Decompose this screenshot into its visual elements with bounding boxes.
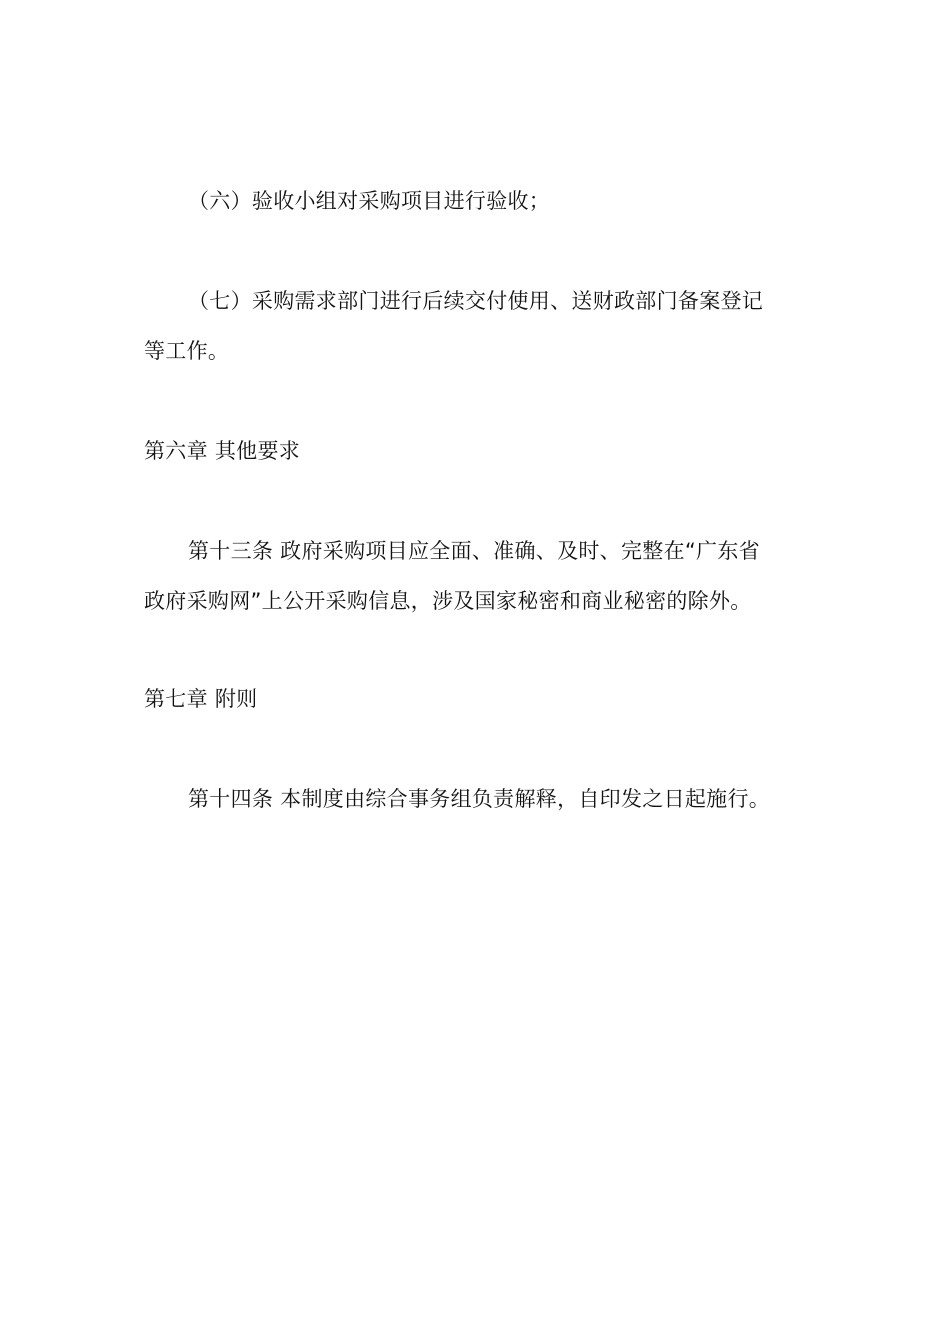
list-item-7-line-2: 等工作。 (144, 339, 230, 363)
list-item-6: （六）验收小组对采购项目进行验收； (188, 189, 551, 213)
chapter-heading-6: 第六章 其他要求 (144, 439, 301, 463)
article-13-line-2: 政府采购网”上公开采购信息，涉及国家秘密和商业秘密的除外。 (144, 589, 752, 613)
article-13-line-1: 第十三条 政府采购项目应全面、准确、及时、完整在“广东省 (188, 539, 760, 563)
chapter-heading-7: 第七章 附则 (144, 687, 258, 711)
list-item-7-line-1: （七）采购需求部门进行后续交付使用、送财政部门备案登记 (188, 289, 764, 313)
article-14: 第十四条 本制度由综合事务组负责解释，自印发之日起施行。 (188, 787, 771, 811)
